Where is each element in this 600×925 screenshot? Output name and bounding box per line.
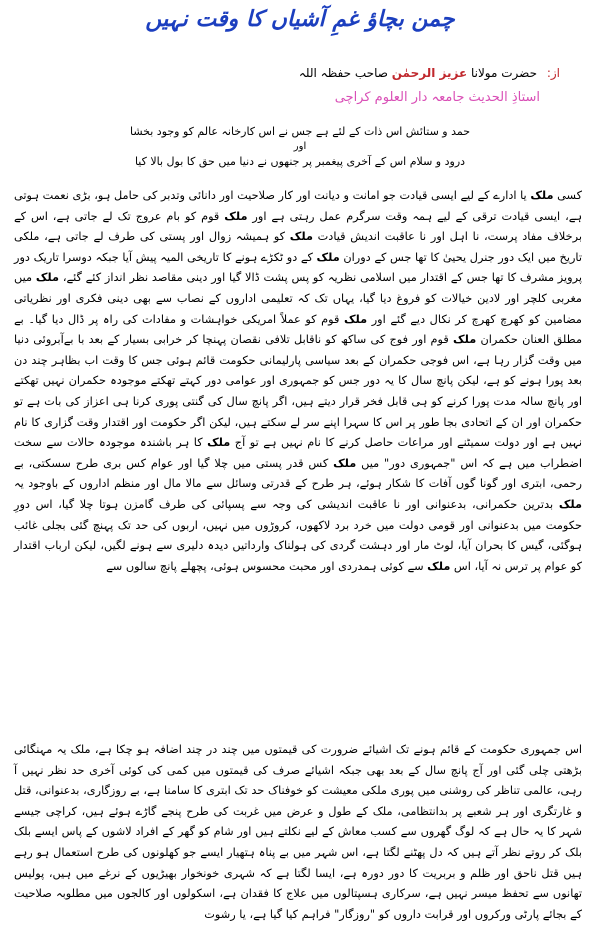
author-position: استاذِ الحدیث جامعہ دار العلوم کراچی <box>334 90 540 105</box>
p1-text: یا ادارے کے لیے ایسی قیادت جو امانت و دیانت اور کار صلاحیت اور دانائی وتدبر کی حامل ہو، بڑی نعمت ہوتی ہے، ایسی قیادت ترقی کے لیے ہمہ وقت سرگرم عمل رہتی ہے اور <box>14 189 582 223</box>
byline-prefix: از: <box>546 66 560 80</box>
paragraph-2: اس جمہوری حکومت کے قائم ہونے تک اشیائے ضرورت کی قیمتوں میں چند در چند اضافہ ہو چکا ہے، ملک یہ مہنگائی بڑھتی چلی گئی اور آج پانچ سال کے بعد بھی جبکہ اشیائے صرف کی قیمتوں میں کمی کی کوئی آخری حد نظر نہیں آ رہی، عالمی تناظر کی روشنی میں پوری ملکی معیشت کو خوفناک حد تک ابتری کا سامنا ہے، بے روزگاری، بدعنوانی، قتل و غارتگری اور ہر شعبے پر بدانتظامی، ملک کے طول و عرض میں غربت کی طرح پنجے گاڑے ہوئے ہیں، کراچی جیسے شہر کا یہ حال ہے کہ لوگ گھروں سے کسب معاش کے لیے نکلتے ہیں اور شام کو گھر کے افراد لاشوں کے پاس ایسے بلک بلک کر روتے نظر آتے ہیں کہ دل پھٹنے لگتا ہے، اس شہر میں بے پناہ ہتھیار ایسے جو کھلونوں کی طرح استعمال ہو رہے ہیں قتل ناحق اور ظلم و بربریت کا دور دورہ ہے، ایسا لگتا ہے کہ شہری خونخوار بھیڑیوں کے نرغے میں ہیں، پولیس تھانوں سے تحفظ میسر نہیں ہے، سرکاری ہسپتالوں میں علاج کا فقدان ہے، اسکولوں اور کالجوں میں مطلوبہ صلاحیت کے بجائے پارٹی ورکروں اور قرابت داروں کو "روزگار" فراہم کیا گیا ہے، یا رشوت <box>14 743 582 921</box>
p1-text: بدترین حکمرانی، بدعنوانی اور نا عاقبت اندیشی کی وجہ سے پسپائی کی طرف گامزن ہوتا چلا گیا، اس دورِ حکومت میں بدعنوانی اور قومی دولت میں خرد برد لاکھوں، کروڑوں میں نہیں، اربوں کی حد تک پہنچ گئی بجلی غائب ہوگئی، گیس کا بحران آیا، لوٹ مار اور دہشت گردی کی ہولناک وارداتیں دیدہ دلیری سے ہونے لگیں، لیکن ارباب اقتدار کو عوام پر ترس نہ آیا، اس <box>14 497 582 573</box>
p1-keyword: ملک <box>224 209 248 223</box>
author-byline <box>299 66 560 80</box>
p1-keyword: ملک <box>453 333 477 347</box>
article-body <box>14 186 583 921</box>
p1-keyword: ملک <box>427 559 451 573</box>
byline-honorific: حضرت مولانا <box>470 66 537 80</box>
invocation-line-3: درود و سلام اس کے آخری پیغمبر پر جنھوں نے دنیا میں حق کا بول بالا کیا <box>134 155 466 168</box>
p1-text: قوم اور فوج کی ساکھ کو ناقابل تلافی نقصان پہنچا کر خرابی بسیار کے بعد با بےآبروئی دنیا میں وقت گزار رہا ہے، اس فوجی حکمران کے بعد سیاسی پارلیمانی حکومت قائم ہوئی جس کا وقت اب بظاہر چند دن بعد پورا ہونے کو ہے، لیکن پانچ سال کا یہ دور جس کو جمہوری اور عوامی دور کہتے تھکتے موجودہ حکمران نہیں تھکتے اور پانچ سالہ مدت پورا کرنے کو ہی قابل فخر قرار دیتے ہیں، اگر پانچ سال کی گنتی پوری کرنا ہی اعزاز کی بات ہے تو حکمران اور ان کے اتحادی بجا طور پر اس کا سہرا اپنے سر لے سکتے ہیں، لیکن اگر حکومت اور اقتدار وقت گزاری کا نام نہیں ہے اور دولت سمیٹنے اور مراعات حاصل کرنے کا نام نہیں ہے تو آج <box>14 333 582 450</box>
p1-text: کے دو ٹکڑے ہونے کا تاریخی المیہ پیش آیا جبکہ دوسرا تاریک دور پرویز مشرف کا تھا جس کے اقتدار میں اسلامی نظریہ کو پس پشت ڈالا گیا اور دینی مقاصد نظر انداز کئے گئے، <box>14 250 583 285</box>
p1-text: کو ہمیشہ زوال اور پستی کی طرف لے جاتی ہے، ملکی تاریخ میں ایک دور جنرل یحییٰ کا تھا جس کے دوران <box>14 230 583 264</box>
invocation-line-1: حمد و ستائش اس ذات کے لئے ہے جس نے اس کارخانہ عالم کو وجود بخشا <box>129 125 471 138</box>
author-suffix: صاحب حفظہ اللہ <box>298 66 388 80</box>
invocation-line-2: اور <box>293 141 307 152</box>
paragraph-1 <box>14 186 582 724</box>
p1-keyword: ملک <box>207 436 231 450</box>
p1-keyword: ملک <box>343 312 368 326</box>
p1-keyword: ملک <box>530 189 554 202</box>
p1-text: سے کوئی ہمدردی اور محبت محسوس ہوئی، پچھلے پانچ سالوں سے <box>106 559 428 573</box>
p1-keyword: ملک <box>289 230 313 244</box>
author-name: عزیز الرحمٰن <box>391 66 468 80</box>
p1-text: کا ہر باشندہ موجودہ حالات سے سخت اضطراب میں ہے کہ اس "جمہوری دور" میں <box>14 436 582 470</box>
p1-keyword: ملک <box>35 271 60 285</box>
p1-text: میں مغربی کلچر اور لادین خیالات کو فروغ دیا گیا، یہاں تک کہ تعلیمی اداروں کے نصاب سے بھی دینی فکری اور نظریاتی مضامین کو کھرچ کھرچ کر نکال دیے گئے اور <box>14 271 582 326</box>
p1-text: قوم کو عملاً امریکی خواہشات و مفادات کی راہ پر ڈال دیا گیا۔ بے مطلق العنان حکمران <box>14 312 582 347</box>
article-title: چمن بچاؤ غمِ آشیاں کا وقت نہیں <box>145 6 455 32</box>
p1-keyword: ملک <box>558 497 582 511</box>
p1-text: کس قدر پستی میں چلا گیا اور عوام کس بری طرح سسکتی، بے رحمی، ابتری اور گونا گوں آفات کا شکار ہوئے، ہر طرح کے قدرتی وسائل سے مالا مال اور منظم اداروں کے باوجود یہ <box>14 456 582 491</box>
p1-text: کسی <box>553 189 582 202</box>
p1-text: قوم کو بام عروج تک لے جاتی ہے، اس کے برخلاف مفاد پرست، نا اہل اور نا عاقبت اندیش قیادت <box>14 209 582 244</box>
p1-keyword: ملک <box>316 250 340 264</box>
p1-keyword: ملک <box>333 456 357 470</box>
